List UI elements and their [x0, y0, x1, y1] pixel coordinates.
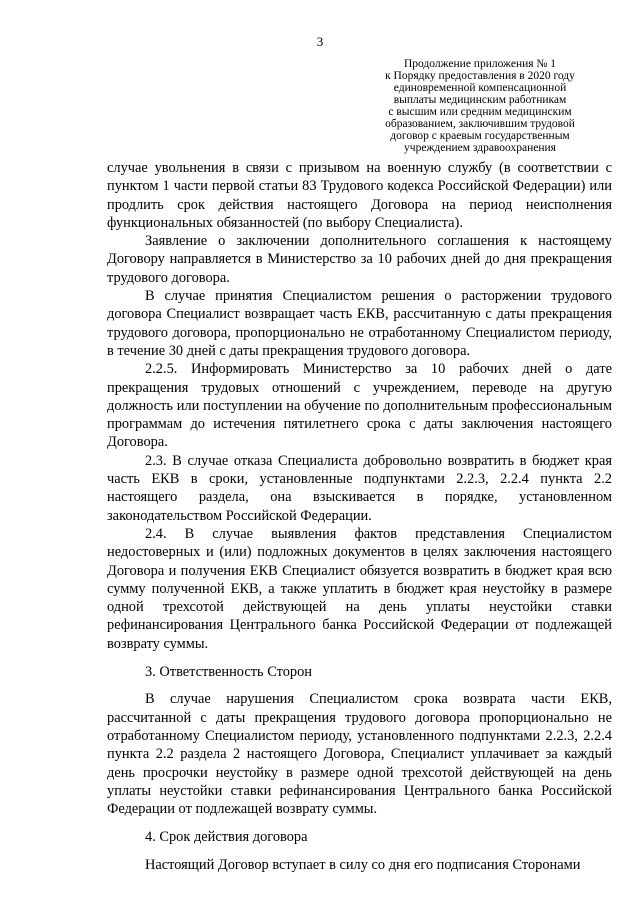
appendix-note-line: Продолжение приложения № 1 [403, 58, 557, 70]
section-heading-4: 4. Срок действия договора [145, 829, 308, 846]
section-heading-3: 3. Ответственность Сторон [145, 664, 312, 681]
paragraph-continuation: случае увольнения в связи с призывом на военную службу (в соответствии с пунктом 1 части первой статьи 83 Трудового кодекса Российской Федерации) или продлить срок действия настоящего Договора на период неисполнения функциональных обязанностей (по выбору Специалиста). [107, 160, 612, 231]
appendix-note-line: к Порядку предоставления в 2020 году [385, 70, 575, 82]
paragraph-application: Заявление о заключении дополнительного соглашения к настоящему Договору направляется в Министерство за 10 рабочих дней до дня прекращения трудового договора. [107, 233, 612, 286]
appendix-note-line: с высшим или средним медицинским [388, 106, 572, 118]
appendix-note-line: учреждением здравоохранения [404, 142, 556, 154]
appendix-note-line: единовременной компенсационной [393, 82, 567, 94]
appendix-note [355, 58, 605, 154]
page-number: 3 [316, 34, 324, 49]
appendix-note-line: договор с краевым государственным [390, 130, 570, 142]
appendix-note-line: образованием, заключившим трудовой [385, 118, 575, 130]
paragraph-2-3: 2.3. В случае отказа Специалиста добровольно возвратить в бюджет края часть ЕКВ в сроки, установленные подпунктами 2.2.3, 2.2.4 пункта 2.2 настоящего раздела, она взыскивается в порядке, установленном законодательством Российской Федерации. [107, 452, 612, 524]
paragraph-2-2-5: 2.2.5. Информировать Министерство за 10 рабочих дней о дате прекращения трудовых отношений с учреждением, переводе на другую должность или поступлении на обучение по дополнительным профессиональным программам до истечения пятилетнего срока с даты заключения настоящего Договора. [107, 361, 612, 451]
paragraph-termination-refund: В случае принятия Специалистом решения о расторжении трудового договора Специалист возвращает часть ЕКВ, рассчитанную с даты прекращения трудового договора, пропорционально не отработанному Специалистом периоду, в течение 30 дней с даты прекращения трудового договора. [107, 288, 612, 359]
paragraph-2-4: 2.4. В случае выявления фактов представления Специалистом недостоверных и (или) подложных документов в целях заключения настоящего Договора и получения ЕКВ Специалист обязуется возвратить в бюджет края всю сумму полученной ЕКВ, а также уплатить в бюджет края неустойку в размере одной трехсотой действующей на день уплаты неустойки ставки рефинансирования Центрального банка Российской Федерации от подлежащей возврату суммы. [107, 525, 612, 652]
appendix-note-line: выплаты медицинским работникам [393, 94, 567, 106]
document-body [107, 159, 612, 874]
paragraph-3-liability: В случае нарушения Специалистом срока возврата части ЕКВ, рассчитанной с даты прекращения трудового договора пропорционально не отработанному Специалистом периоду, установленного подпунктами 2.2.3, 2.2.4 пункта 2.2 раздела 2 настоящего Договора, Специалист уплачивает за каждый день просрочки неустойку в размере одной трехсотой действующей на день уплаты неустойки ставки рефинансирования Центрального банка Российской Федерации от подлежащей возврату суммы. [107, 691, 612, 818]
paragraph-4-term: Настоящий Договор вступает в силу со дня его подписания Сторонами [145, 856, 581, 873]
